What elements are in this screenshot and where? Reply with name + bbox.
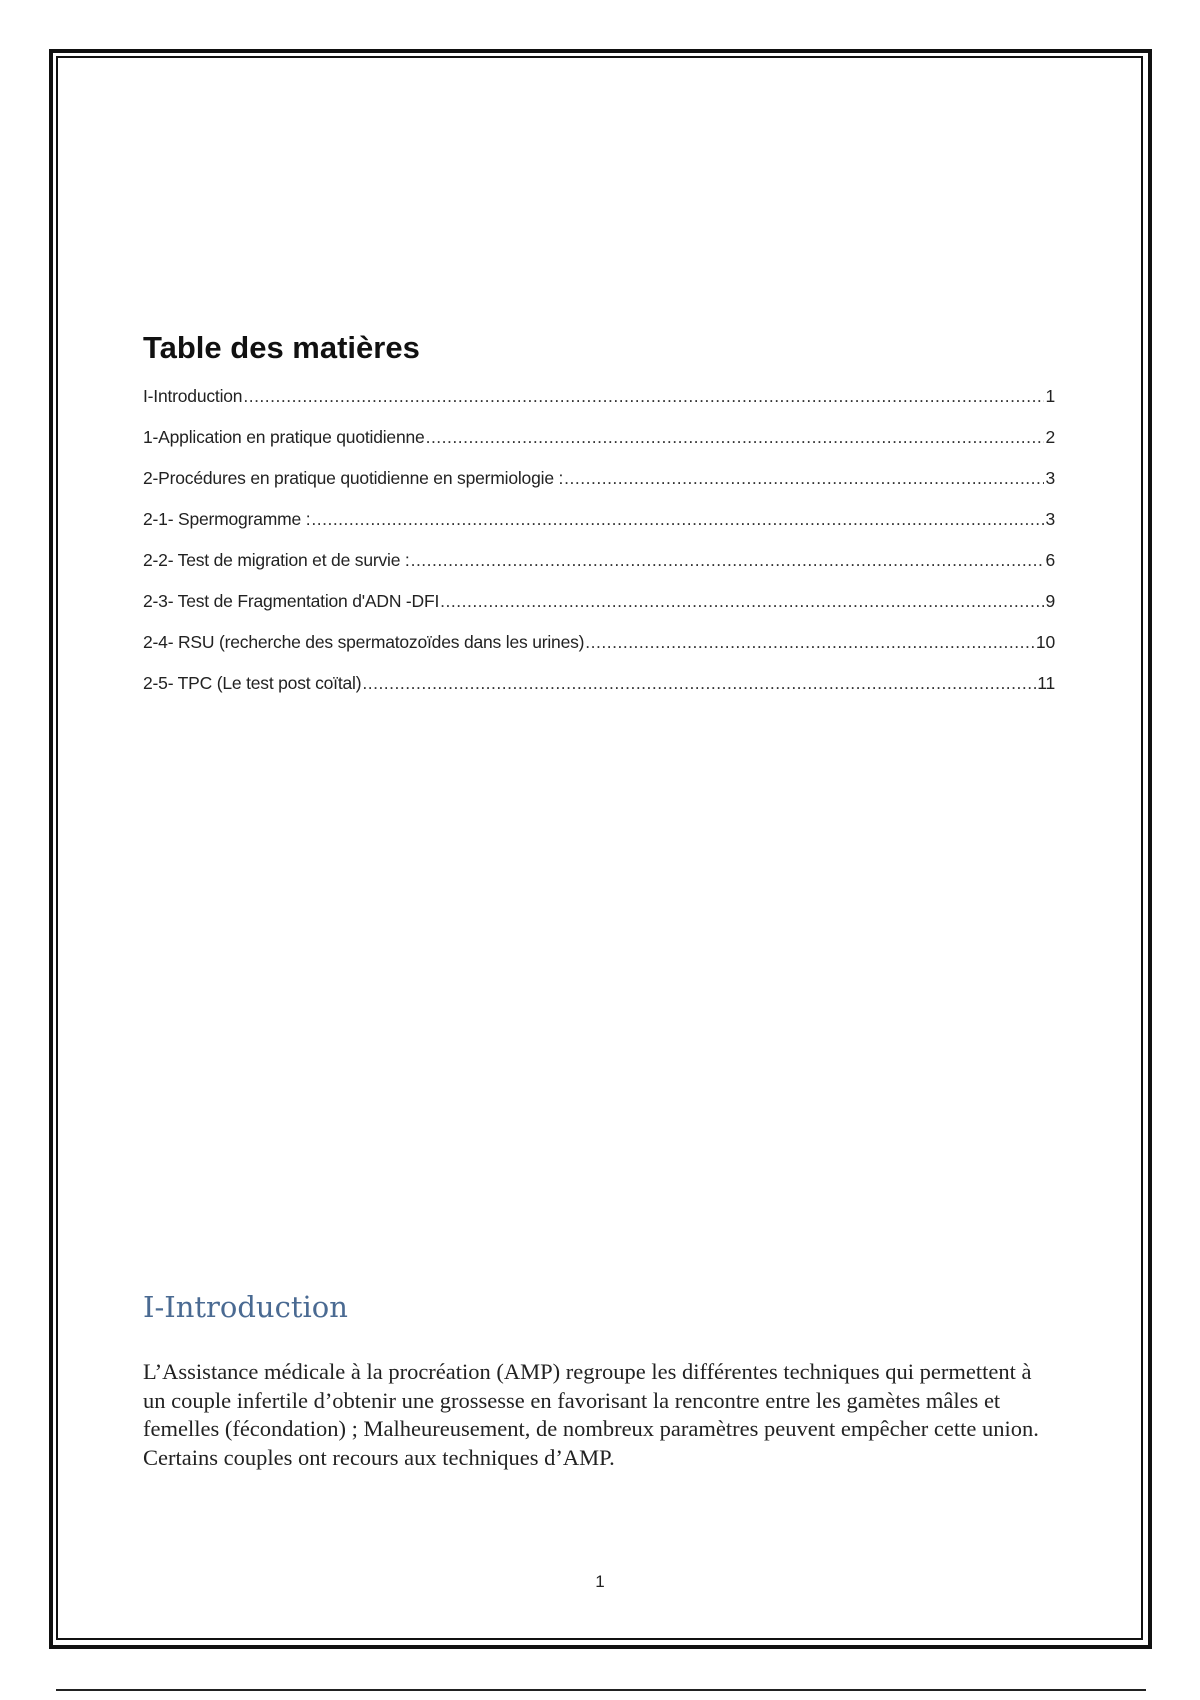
toc-leader-dots <box>440 591 1044 612</box>
toc-entry-label: 2-2- Test de migration et de survie : <box>143 550 410 570</box>
toc-leader-dots <box>362 673 1036 694</box>
toc-entry[interactable] <box>143 468 1055 509</box>
toc-entry-label: 1-Application en pratique quotidienne <box>143 427 425 447</box>
toc-entry-page: 1 <box>1045 386 1055 406</box>
toc-entry-page: 3 <box>1045 509 1055 529</box>
toc-entry-page: 10 <box>1035 632 1055 652</box>
toc-entry-page: 3 <box>1045 468 1055 488</box>
toc-leader-dots <box>585 632 1035 653</box>
toc-entry-page: 6 <box>1045 550 1055 570</box>
toc-leader-dots <box>564 468 1044 489</box>
toc-entry-label: 2-1- Spermogramme : <box>143 509 311 529</box>
section-heading-introduction: I-Introduction <box>143 1290 348 1324</box>
next-page-rule <box>56 1689 1146 1691</box>
toc-entry-label: 2-Procédures en pratique quotidienne en spermiologie : <box>143 468 564 488</box>
toc-entry[interactable] <box>143 386 1055 427</box>
toc-entry[interactable] <box>143 550 1055 591</box>
toc-leader-dots <box>426 427 1045 448</box>
toc-entry-page: 2 <box>1045 427 1055 447</box>
toc-leader-dots <box>243 386 1044 407</box>
toc-entry-page: 11 <box>1037 673 1055 693</box>
toc-entry[interactable] <box>143 673 1055 714</box>
toc-entry[interactable] <box>143 509 1055 550</box>
toc-entry-label: 2-4- RSU (recherche des spermatozoïdes dans les urines) <box>143 632 585 652</box>
toc-entry-label: 2-3- Test de Fragmentation d'ADN -DFI <box>143 591 440 611</box>
toc-title: Table des matières <box>143 330 420 365</box>
toc-leader-dots <box>311 509 1044 530</box>
toc-entry-label: I-Introduction <box>143 386 243 406</box>
toc-entry[interactable] <box>143 632 1055 673</box>
table-of-contents <box>143 386 1055 714</box>
toc-entry-page: 9 <box>1045 591 1055 611</box>
page-number: 1 <box>595 1572 605 1591</box>
toc-entry-label: 2-5- TPC (Le test post coïtal) <box>143 673 362 693</box>
toc-leader-dots <box>411 550 1045 571</box>
toc-entry[interactable] <box>143 427 1055 468</box>
toc-entry[interactable] <box>143 591 1055 632</box>
intro-paragraph: L’Assistance médicale à la procréation (AMP) regroupe les différentes techniques qui permettent à un couple infertile d’obtenir une grossesse en favorisant la rencontre entre les gamètes mâles et femelles (fécondation) ; Malheureusement, de nombreux paramètres peuvent empêcher cette union. Certains couples ont recours aux techniques d’AMP. <box>143 1359 1039 1470</box>
